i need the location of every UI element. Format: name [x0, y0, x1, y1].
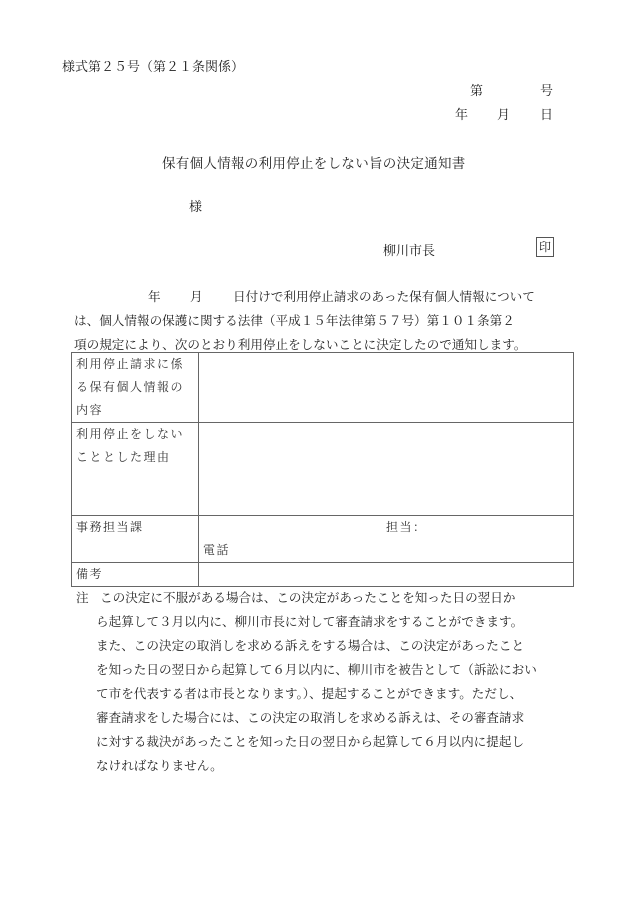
- note-line: に対する裁決があったことを知った日の翌日から起算して６月以内に提起し: [96, 734, 525, 749]
- value-info-content[interactable]: [199, 353, 574, 423]
- table-row: [72, 563, 574, 587]
- label-reason: [72, 423, 199, 516]
- date-year: 年: [455, 108, 469, 123]
- note-line: を知った日の翌日から起算して６月以内に、柳川市を被告として（訴訟におい: [96, 662, 537, 677]
- label-department: [72, 516, 199, 563]
- note-prefix: 注: [76, 590, 89, 605]
- value-reason[interactable]: [199, 423, 574, 516]
- addressee-suffix: 様: [189, 200, 203, 215]
- note-line: ら起算して３月以内に、柳川市長に対して審査請求をすることができます。: [96, 614, 524, 629]
- date-day: 日: [540, 108, 554, 123]
- doc-number-suffix: 号: [540, 84, 554, 99]
- value-remarks[interactable]: [199, 563, 574, 587]
- issuer-name: 柳川市長: [383, 244, 436, 259]
- note-line: この決定に不服がある場合は、この決定があったことを知った日の翌日か: [100, 590, 516, 605]
- label-info-content: [72, 353, 199, 423]
- note-line: また、この決定の取消しを求める訴えをする場合は、この決定があったこと: [96, 638, 525, 653]
- body-line-1: 日付けで利用停止請求のあった保有個人情報について: [233, 289, 535, 304]
- table-row: [72, 516, 574, 563]
- body-line-2: は、個人情報の保護に関する法律（平成１５年法律第５７号）第１０１条第２: [74, 313, 515, 328]
- form-number: 様式第２５号（第２１条関係）: [62, 60, 245, 75]
- label-remarks: [72, 563, 199, 587]
- label-line: 利用停止をしない: [76, 427, 185, 441]
- label-line: こととした理由: [76, 450, 171, 464]
- seal-mark: 印: [536, 237, 554, 257]
- staff-label: 担当：: [386, 520, 427, 534]
- document-title: 保有個人情報の利用停止をしない旨の決定通知書: [162, 156, 466, 172]
- date-month: 月: [497, 108, 511, 123]
- body-month: 月: [190, 289, 203, 304]
- label-line: 利用停止請求に係: [76, 357, 185, 371]
- label-line: 事務担当課: [76, 520, 144, 534]
- note-line: 審査請求をした場合には、この決定の取消しを求める訴えは、その審査請求: [96, 710, 525, 725]
- body-line-3: 項の規定により、次のとおり利用停止をしないことに決定したので通知します。: [74, 337, 527, 352]
- label-line: る保有個人情報の: [76, 380, 185, 394]
- decision-table: [71, 352, 574, 587]
- value-department[interactable]: [199, 516, 574, 563]
- table-row: [72, 423, 574, 516]
- label-line: 内容: [76, 403, 104, 417]
- phone-label: 電話: [203, 543, 231, 557]
- note-line: なければなりません。: [96, 758, 223, 773]
- label-line: 備考: [76, 567, 104, 581]
- body-year: 年: [148, 289, 161, 304]
- doc-number-prefix: 第: [470, 84, 484, 99]
- table-row: [72, 353, 574, 423]
- note-line: て市を代表する者は市長となります。）、提起することができます。ただし、: [96, 686, 523, 701]
